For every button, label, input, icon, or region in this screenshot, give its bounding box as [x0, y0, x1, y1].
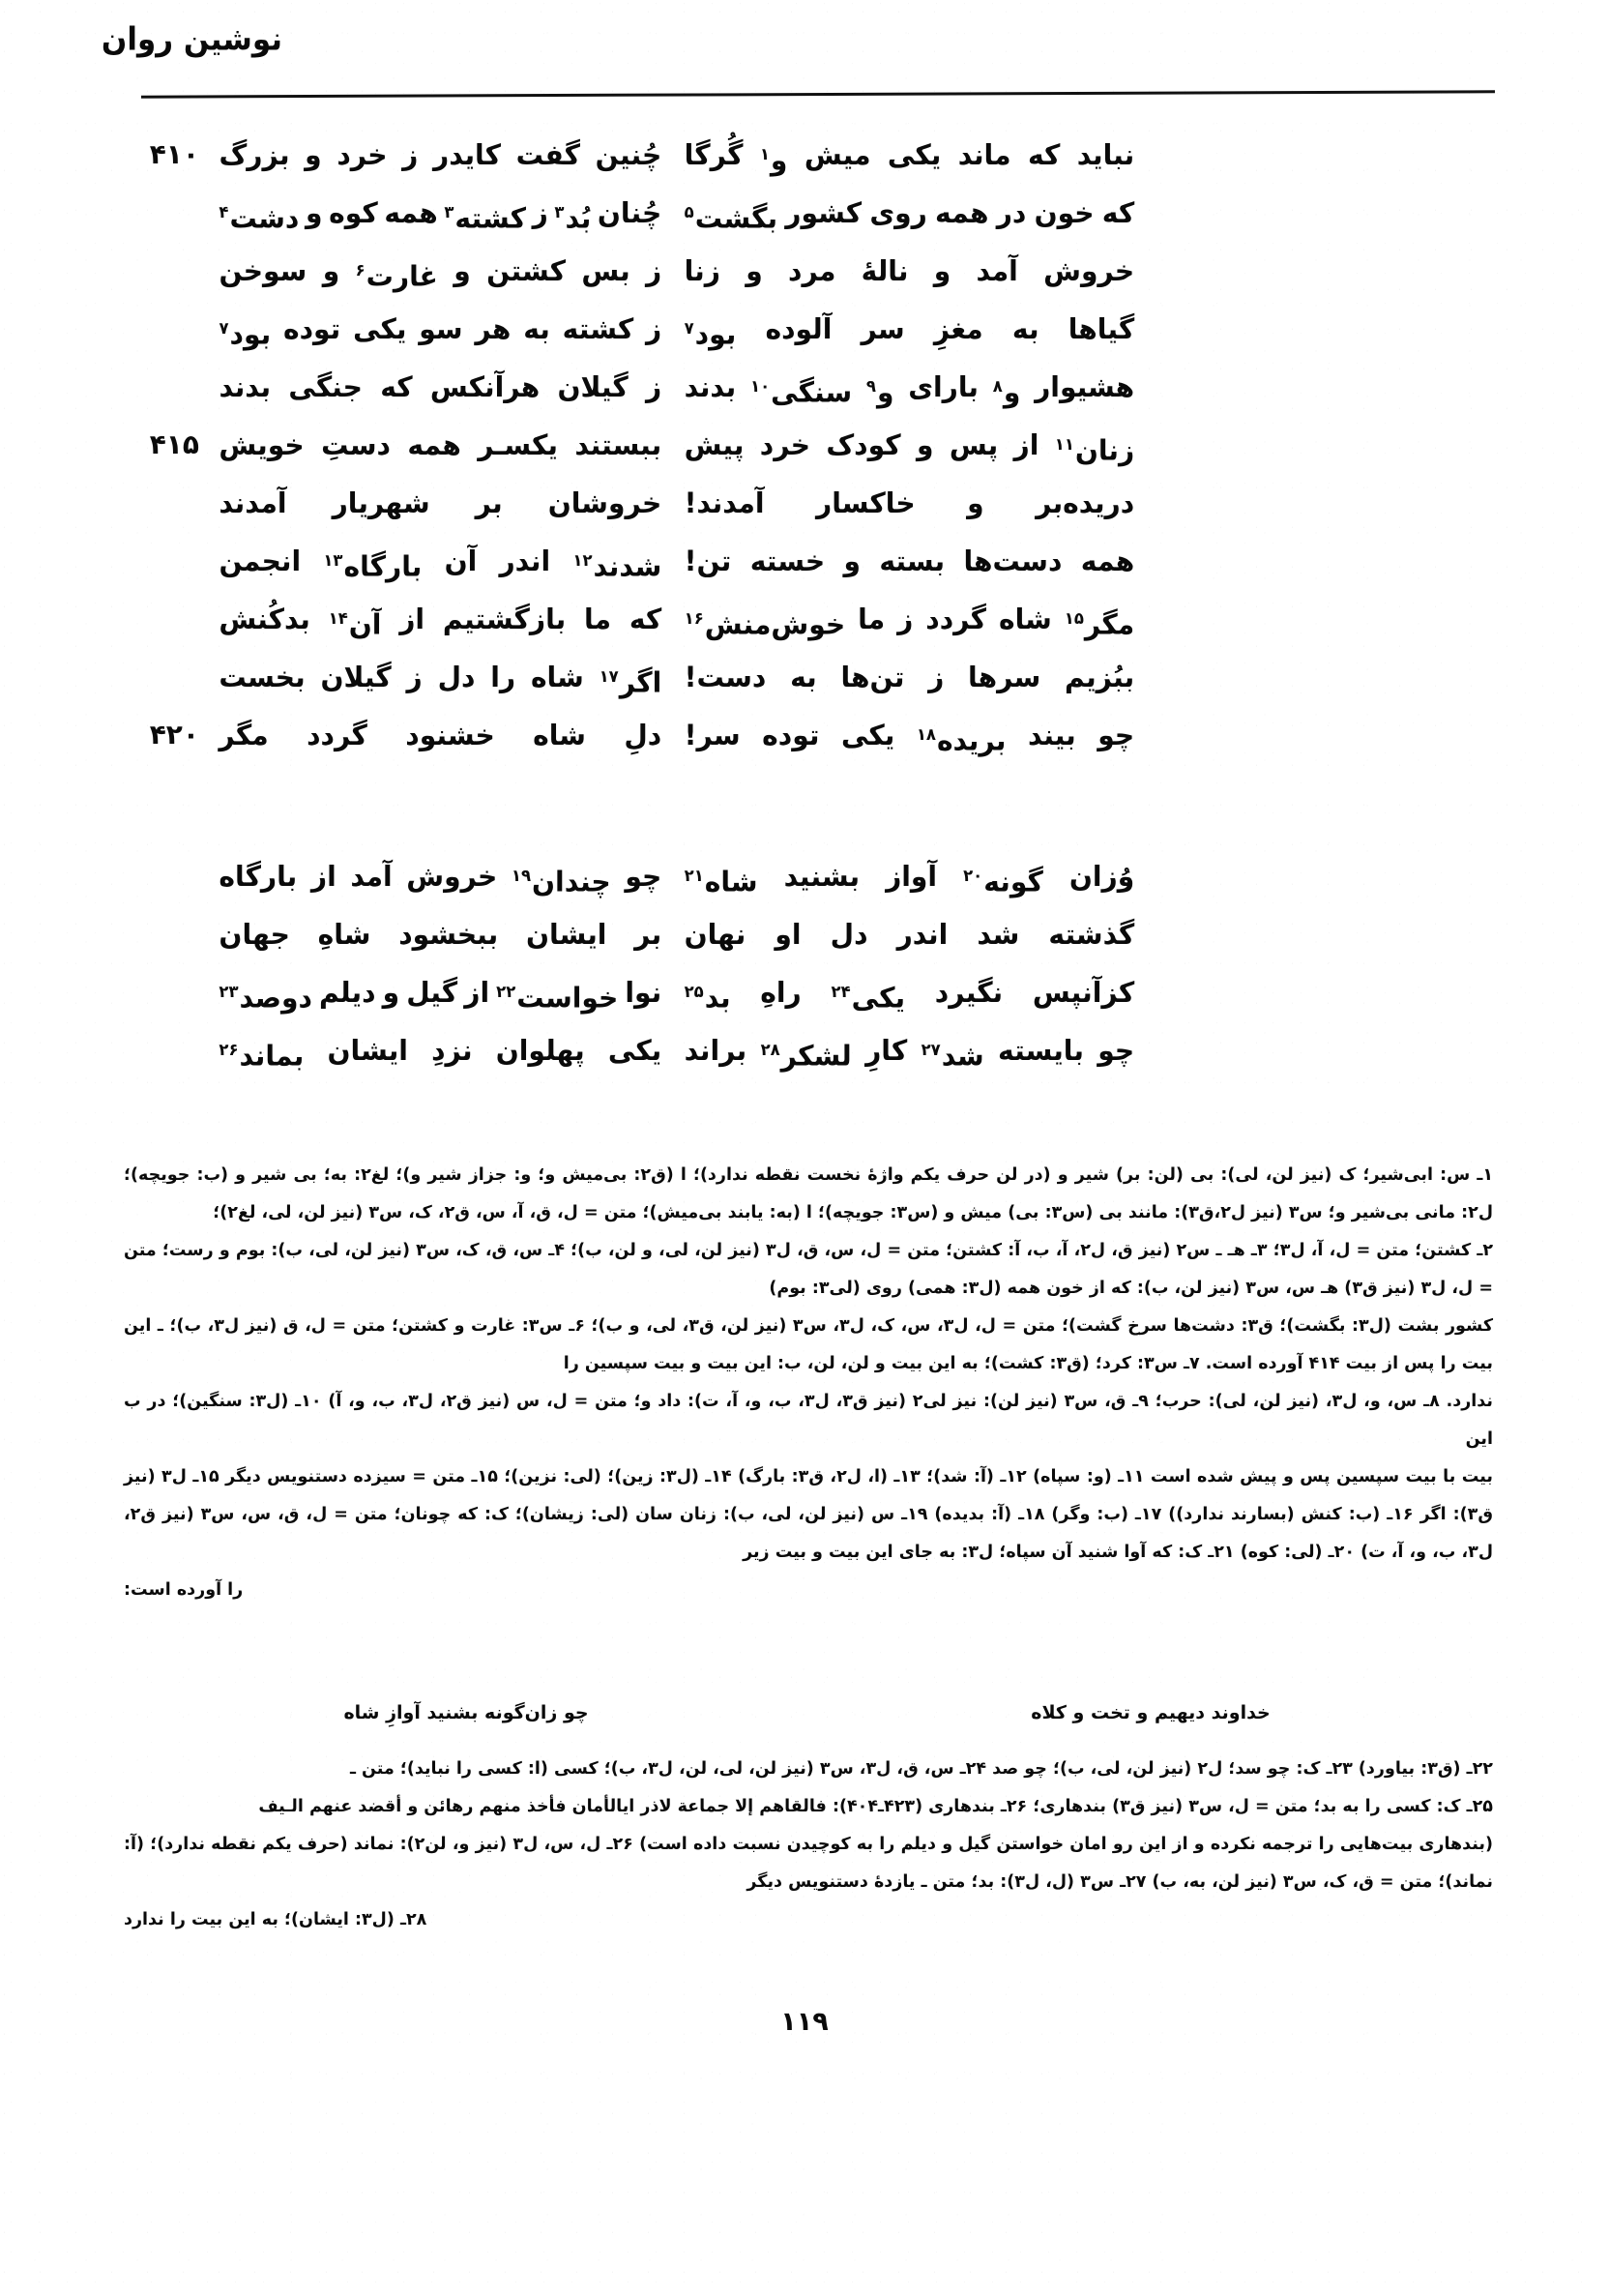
header-rule: [141, 90, 1495, 98]
verse-line: [116, 847, 1503, 905]
verse-line: [116, 300, 1503, 358]
hemistich-left: گذشته شد اندر دل او نهان: [684, 918, 1135, 951]
hemistich-left: وُزان گونه$^{۲۰}$ آواز بشنید شاه$^{۲۱}$: [684, 860, 1135, 898]
verse-line: [116, 1021, 1503, 1079]
hemistich-right: ز بس کشتن و غارت$^۶$ و سوخن: [219, 254, 662, 293]
hemistich-right: یکی پهلوان نزدِ ایشان بماند$^{۲۶}$: [219, 1034, 662, 1073]
quoted-hemistich-right: چو زان‌گونه بشنید آوازِ شاه: [343, 1702, 589, 1723]
hemistich-right: شدند$^{۱۲}$ اندر آن بارگاه$^{۱۳}$ انجمن: [219, 545, 662, 583]
apparatus-line: ۱ـ س: ابی‌شیر؛ ک (نیز لن، لی): بی (لن: بر) شیر و (در لن حرف یکم واژهٔ نخست نقطه ندارد)؛ ا (ق۲: بی‌میش و؛ و: جزاز شیر و)؛ لغ۲: به؛ بی شیر و (ب: جویچه)؛ ل۲: مانی بی‌شیر و؛ س۳ (نیز ل۲،ق۳): مانند بی (س۳: بی) میش و (س۳: جویچه)؛ ا (به: یابند بی‌میش)؛ متن = ل، ق، آ، س، ق۲، ک، س۳ (نیز لن، لی، لغ۲)؛: [124, 1165, 1494, 1222]
hemistich-right: دلِ شاه خشنود گردد مگر: [219, 719, 662, 751]
verse-line: [116, 184, 1503, 242]
apparatus-line: را آورده است:: [124, 1580, 244, 1600]
hemistich-right: ز گیلان هرآنکس که جنگی بدند: [219, 370, 662, 403]
apparatus-line: کشور بشت (ل۳: بگشت)؛ ق۳: دشت‌ها سرخ گشت)؛ متن = ل، ل۳، س، ک، ل۳، س۳ (نیز لن، ق۳، لی، و ب)؛ ۶ـ س۳: غارت و کشتن؛ متن = ل، ق (نیز ل۳، ب)؛ ـ این بیت را پس از بیت ۴۱۴ آورده است. ۷ـ س۳: کرد؛ (ق۳: کشت)؛ به این بیت و لن، لن، ب: این بیت و بیت سپسین را: [124, 1316, 1494, 1373]
hemistich-right: چو چندان$^{۱۹}$ خروش آمد از بارگاه: [219, 860, 662, 898]
apparatus-line: ندارد. ۸ـ س، و، ل۳، (نیز لن، لی): حرب؛ ۹ـ ق، س۳ (نیز لن): نیز لی۲ (نیز ق۳، ل۳، ب، و، آ، ت): داد و؛ متن = ل، س (نیز ق۲، ل۳، ب، و، آ) ۱۰ـ (ل۳: سنگین)؛ در ب این: [124, 1392, 1493, 1449]
hemistich-right: ز کشته به هر سو یکی توده بود$^۷$: [219, 312, 662, 351]
hemistich-right: ببستند یکسـر همه دستِ خویش: [219, 428, 662, 461]
verse-line: [116, 474, 1503, 532]
verse-line: [116, 963, 1503, 1021]
verse-number: ۴۱۰: [149, 138, 199, 170]
verse-line: [116, 706, 1503, 764]
verse-line: [116, 416, 1503, 474]
verse-line: [116, 590, 1503, 648]
hemistich-left: دریده‌بر و خاکسار آمدند!: [684, 486, 1135, 519]
apparatus-line: ۲ـ کشتن؛ متن = ل، آ، ل۳؛ ۳ـ هـ ـ س۲ (نیز ق، ل۲، آ، ب، آ: کشتن؛ متن = ل، س، ق، ل۳ (نیز لن، لی، و لن، ب)؛ ۴ـ س، ق، ک، س۳ (نیز لن، لی، ب): بوم و رست؛ متن = ل، ل۳ (نیز ق۳) هـ س، س۳ (نیز لن، ب): که از خون همه (ل۳: همی) روی (لی۳: بوم): [124, 1241, 1494, 1298]
hemistich-right: چُنین گفت کایدر ز خرد و بزرگ: [219, 138, 662, 171]
running-head: [0, 21, 1609, 79]
hemistich-right: خروشان بر شهریار آمدند: [219, 486, 662, 519]
critical-apparatus: [124, 1157, 1493, 1609]
hemistich-right: اگر$^{۱۷}$ شاه را دل ز گیلان بخست: [219, 661, 662, 699]
verse-number: ۴۱۵: [149, 428, 199, 460]
verse-line: [116, 242, 1503, 300]
verse-line: [116, 648, 1503, 706]
hemistich-left: که خون در همه روی کشور بگشت$^۵$: [684, 196, 1135, 235]
hemistich-right: بر ایشان ببخشود شاهِ جهان: [219, 918, 662, 951]
hemistich-left: گیاها به مغزِ سر آلوده بود$^۷$: [684, 312, 1135, 351]
hemistich-left: نباید که ماند یکی میش و$^۱$ گُرگا: [684, 138, 1135, 177]
hemistich-left: زنان$^{۱۱}$ از پس و کودک خرد پیش: [684, 428, 1135, 467]
apparatus-line: ۲۵ـ ک: کسی را به بد؛ متن = ل، س۳ (نیز ق۳) بندهاری؛ ۲۶ـ بندهاری (۴۲۳ـ۴۰۴): فالقاهم إلا جماعة لاذر ایالأمان فأخذ منهم رهائن و أقضد عنهم الـیف: [258, 1797, 1493, 1816]
verse-line: [116, 905, 1503, 963]
verse-number: ۴۲۰: [149, 719, 199, 751]
hemistich-left: خروش آمد و نالهٔ مرد و زنا: [684, 254, 1135, 287]
critical-apparatus-continued: [124, 1751, 1493, 1939]
hemistich-left: ببُزیم سرها ز تن‌ها به دست!: [684, 661, 1135, 693]
apparatus-line: بیت با بیت سپسین پس و پیش شده است ۱۱ـ (و: سپاه) ۱۲ـ (آ: شد)؛ ۱۳ـ (ا، ل۲، ق۳: بارگ) ۱۴ـ (ل۳: زین)؛ (لی: نزین)؛ ۱۵ـ متن = سیزده دستنویس دیگر ۱۵ـ ل۳ (نیز ق۳): اگر ۱۶ـ (ب: کنش (بسارند ندارد)) ۱۷ـ (ب: وگر) ۱۸ـ (آ: بدیده) ۱۹ـ س (نیز لن، لی، ب): زنان سان (لی: زیشان)؛ ک: که چونان؛ متن = ل، ق، س، س۳ (نیز ق۲، ل۳، ب، و، آ، ت) ۲۰ـ (لی: کوه) ۲۱ـ ک: که آوا شنید آن سپاه؛ ل۳: به جای این بیت و بیت زیر: [124, 1467, 1493, 1562]
hemistich-left: چو بایسته شد$^{۲۷}$ کارِ لشکر$^{۲۸}$ براند: [684, 1034, 1135, 1073]
quoted-couplet: [124, 1702, 1493, 1723]
hemistich-left: هشیوار و$^۸$ بارای و$^۹$ سنگی$^{۱۰}$ بدند: [684, 370, 1135, 409]
quoted-hemistich-left: خداوند دیهیم و تخت و کلاه: [1031, 1702, 1271, 1723]
hemistich-right: که ما بازگشتیم از آن$^{۱۴}$ بدکُنش: [219, 603, 662, 641]
hemistich-right: نوا خواست$^{۲۲}$ از گیل و دیلم دوصد$^{۲۳}$: [219, 976, 662, 1015]
hemistich-left: چو بیند بریده$^{۱۸}$ یکی توده سر!: [684, 719, 1135, 757]
verse-line: [116, 126, 1503, 184]
apparatus-line: ۲۲ـ (ق۳: بیاورد) ۲۳ـ ک: چو سد؛ ل۲ (نیز لن، لی، ب)؛ چو صد ۲۴ـ س، ق، ل۳، س۳ (نیز لن، لی، لن، ل۳، ب)؛ کسی (ا: کسی را نباید)؛ متن ـ: [349, 1759, 1493, 1779]
verse-line: [116, 532, 1503, 590]
running-head-title: نوشین روان: [101, 21, 282, 59]
hemistich-left: همه دست‌ها بسته و خسته تن!: [684, 545, 1135, 577]
verse-area: [116, 126, 1503, 1141]
stanza-two: [116, 847, 1503, 1079]
hemistich-right: چُنان بُد$^۳$ ز کشته$^۳$ همه کوه و دشت$^۴$: [219, 196, 662, 235]
apparatus-line: (بندهاری بیت‌هایی را ترجمه نکرده و از این رو امان خواستن گیل و دیلم را به کوچیدن نسبت داده است) ۲۶ـ ل، س، ل۳ (نیز و، لن۲): نماند (حرف یکم نقطه ندارد)؛ (آ: نماند)؛ متن = ق، ک، س۳ (نیز لن، به، ب) ۲۷ـ س۳ (ل، ل۳): بد؛ متن ـ یازدهٔ دستنویس دیگر: [124, 1835, 1493, 1892]
verse-line: [116, 358, 1503, 416]
page-number: ۱۱۹: [780, 2007, 829, 2037]
hemistich-left: کزآنپس نگیرد یکی$^{۲۴}$ راهِ بد$^{۲۵}$: [684, 976, 1135, 1015]
apparatus-line: ۲۸ـ (ل۳: ایشان)؛ به این بیت را ندارد: [124, 1910, 427, 1929]
stanza-one: [116, 126, 1503, 764]
hemistich-left: مگر$^{۱۵}$ شاه گردد ز ما خوش‌منش$^{۱۶}$: [684, 603, 1135, 641]
